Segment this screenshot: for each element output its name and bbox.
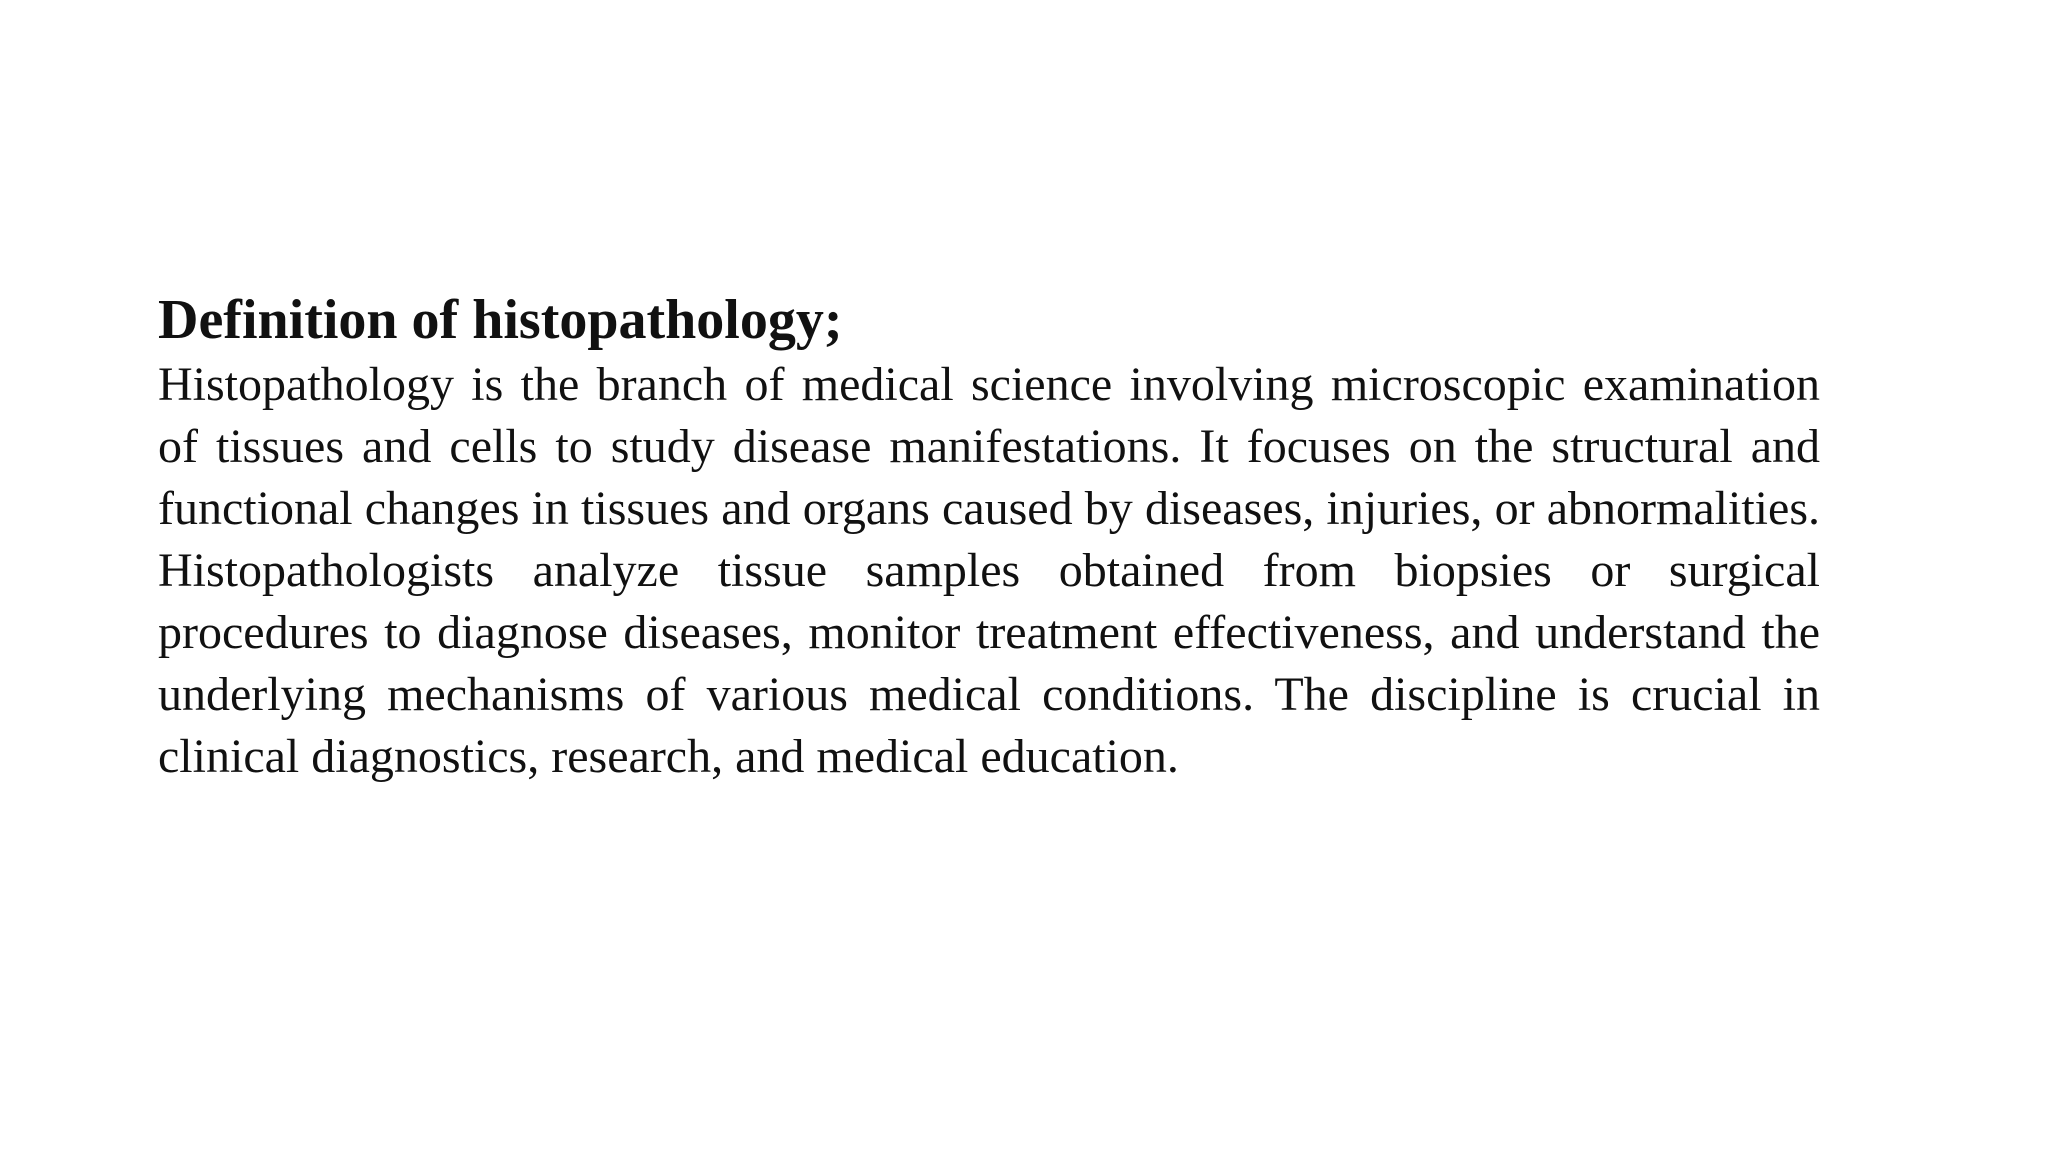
- slide-content: [158, 286, 1820, 788]
- definition-paragraph: Histopathology is the branch of medical science involving microscopic examination of tissues and cells to study disease manifestations. It focuses on the structural and functional changes in tissues and organs caused by diseases, injuries, or abnormalities. Histopathologists analyze tissue samples obtained from biopsies or surgical procedures to diagnose diseases, monitor treatment effectiveness, and understand the underlying mechanisms of various medical conditions. The discipline is crucial in clinical diagnostics, research, and medical education.: [158, 358, 1820, 783]
- slide-heading: Definition of histopathology;: [158, 289, 843, 351]
